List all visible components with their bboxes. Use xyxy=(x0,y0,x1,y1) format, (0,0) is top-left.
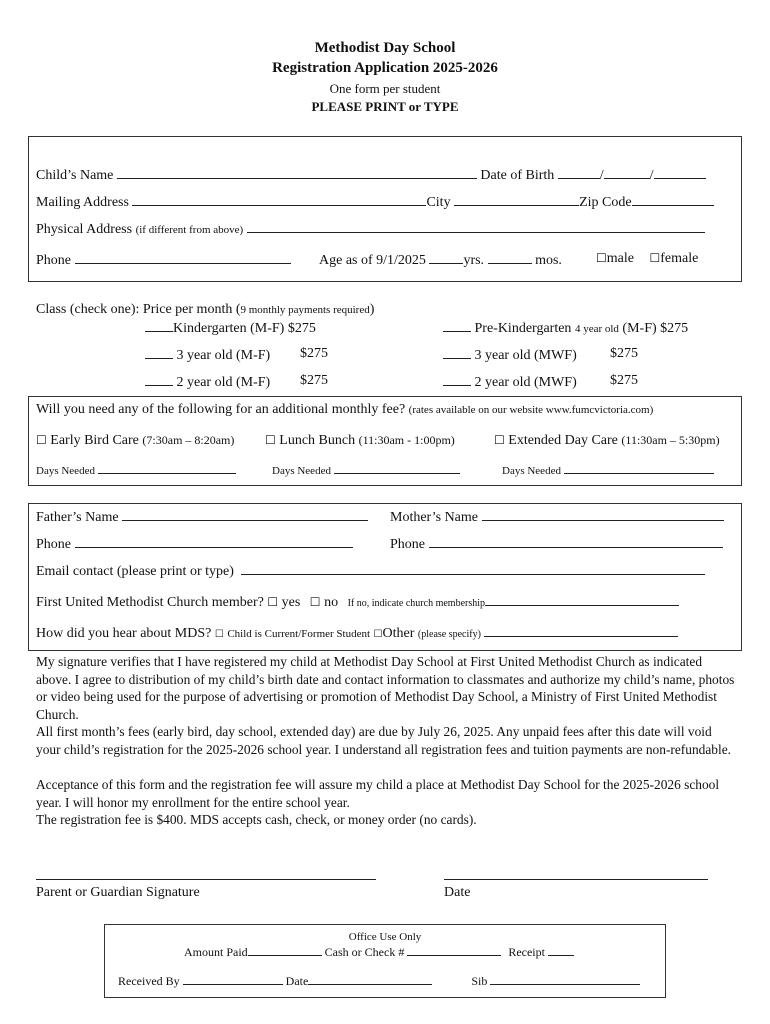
lunch-bunch-option[interactable] xyxy=(265,433,455,449)
2yr-mf-label: 2 year old (M-F) xyxy=(176,375,271,390)
sib-field[interactable] xyxy=(490,974,640,985)
extras-question: Will you need any of the following for an additional monthly fee? xyxy=(36,402,406,417)
class-option-2yr-mwf[interactable] xyxy=(443,373,577,391)
male-label: male xyxy=(606,251,634,266)
signature-label: Parent or Guardian Signature xyxy=(36,885,200,900)
3yr-mf-check-line[interactable] xyxy=(145,346,173,359)
father-name-label: Father’s Name xyxy=(36,510,119,525)
early-bird-checkbox[interactable]: ☐ xyxy=(36,433,47,447)
extended-day-days-label: Days Needed xyxy=(502,465,561,477)
other-checkbox[interactable]: ☐ xyxy=(373,629,383,640)
dob-label: Date of Birth xyxy=(480,168,555,183)
signature-date-label: Date xyxy=(444,885,471,900)
class-option-prek[interactable] xyxy=(443,319,688,337)
other-specify-note: (please specify) xyxy=(417,629,481,640)
membership-note: If no, indicate church membership xyxy=(347,598,486,609)
extended-day-option[interactable] xyxy=(494,433,720,449)
prek-check-line[interactable] xyxy=(443,319,471,332)
female-label: female xyxy=(660,251,699,266)
physical-address-note: (if different from above) xyxy=(135,224,244,236)
referral-row xyxy=(36,624,678,642)
dob-month-field[interactable] xyxy=(558,166,600,179)
extended-day-time: (11:30am – 5:30pm) xyxy=(621,433,720,447)
office-date-field[interactable] xyxy=(308,974,432,985)
form-title: Registration Application 2025-2026 xyxy=(272,60,498,76)
months-label: mos. xyxy=(535,253,562,268)
child-phone-field[interactable] xyxy=(75,251,291,264)
class-close-paren: ) xyxy=(369,302,375,317)
email-field[interactable] xyxy=(241,562,705,575)
extras-rates-note: (rates available on our website www.fumcvictoria.com) xyxy=(408,404,654,416)
received-by-label: Received By xyxy=(118,974,180,988)
extended-day-label: Extended Day Care xyxy=(508,433,618,448)
lunch-bunch-days-field[interactable] xyxy=(334,463,460,474)
mother-name-field[interactable] xyxy=(482,508,724,521)
kindergarten-check-line[interactable] xyxy=(145,319,173,332)
lunch-bunch-days-label: Days Needed xyxy=(272,465,331,477)
father-phone-row xyxy=(36,535,353,553)
child-name-label: Child’s Name xyxy=(36,168,114,183)
amount-paid-field[interactable] xyxy=(248,945,322,956)
2yr-mf-check-line[interactable] xyxy=(145,373,173,386)
sib-label: Sib xyxy=(471,974,488,988)
extended-day-days-field[interactable] xyxy=(564,463,714,474)
dob-day-field[interactable] xyxy=(604,166,650,179)
gender-row xyxy=(596,251,698,267)
lunch-bunch-days xyxy=(272,463,460,477)
father-phone-field[interactable] xyxy=(75,535,353,548)
agreement-paragraph-2: All first month’s fees (early bird, day school, extended day) are due by July 26, 2025. Any unpaid fees after this date will void your child’s registration for the 2025-2026 school year. I understand all registration fees and tuition payments are non-refundable. xyxy=(36,724,731,757)
prek-price: (M-F) $275 xyxy=(622,321,689,336)
2yr-mf-price: $275 xyxy=(300,373,328,388)
mother-name-row xyxy=(390,508,724,526)
lunch-bunch-label: Lunch Bunch xyxy=(279,433,356,448)
mother-phone-row xyxy=(390,535,723,553)
member-yes-checkbox[interactable]: ☐ xyxy=(267,595,279,609)
early-bird-days-field[interactable] xyxy=(98,463,236,474)
female-checkbox[interactable]: ☐ xyxy=(649,251,661,265)
agreement-paragraph-1: My signature verifies that I have registered my child at Methodist Day School at First United Methodist Church as indicated above. I agree to distribution of my child’s birth date and contact information to classmates and authorize my child’s name, photos or video being used for the purpose of advertising or promotion of Methodist Day School, a Ministry of First United Methodist Church. xyxy=(36,654,735,722)
physical-address-label: Physical Address xyxy=(36,222,133,237)
current-student-checkbox[interactable]: ☐ xyxy=(214,629,224,640)
referral-question: How did you hear about MDS? xyxy=(36,626,212,641)
email-label: Email contact (please print or type) xyxy=(36,564,234,579)
class-option-3yr-mf[interactable] xyxy=(145,346,270,364)
age-months-field[interactable] xyxy=(488,251,532,264)
age-label: Age as of 9/1/2025 xyxy=(319,253,426,268)
mailing-address-label: Mailing Address xyxy=(36,195,129,210)
class-label: Class (check one): Price per month ( xyxy=(36,302,241,317)
email-row xyxy=(36,562,705,580)
child-phone-label: Phone xyxy=(36,253,71,268)
church-member-row xyxy=(36,593,679,611)
physical-address-field[interactable] xyxy=(247,220,705,233)
extended-day-days xyxy=(502,463,714,477)
office-use-title: Office Use Only xyxy=(348,931,422,943)
receipt-field[interactable] xyxy=(548,945,574,956)
signature-line[interactable] xyxy=(36,879,376,880)
office-received-row xyxy=(118,974,640,989)
physical-row xyxy=(36,220,705,238)
years-label: yrs. xyxy=(463,253,485,268)
school-name: Methodist Day School xyxy=(314,40,456,56)
dob-year-field[interactable] xyxy=(654,166,706,179)
2yr-mwf-label: 2 year old (MWF) xyxy=(474,375,577,390)
extras-question-row xyxy=(36,402,653,418)
other-specify-field[interactable] xyxy=(484,624,678,637)
member-no-label: no xyxy=(324,595,339,610)
early-bird-time: (7:30am – 8:20am) xyxy=(142,433,235,447)
zip-field[interactable] xyxy=(632,193,714,206)
city-field[interactable] xyxy=(454,193,579,206)
child-name-row: Child’s Name Date of Birth / / xyxy=(36,166,706,184)
early-bird-days-label: Days Needed xyxy=(36,465,95,477)
3yr-mwf-check-line[interactable] xyxy=(443,346,471,359)
prek-age-note: 4 year old xyxy=(574,323,619,335)
lunch-bunch-checkbox[interactable]: ☐ xyxy=(265,433,276,447)
2yr-mwf-check-line[interactable] xyxy=(443,373,471,386)
early-bird-days xyxy=(36,463,236,477)
form-subtitle: One form per student xyxy=(329,81,441,96)
agreement-paragraph-3: Acceptance of this form and the registration fee will assure my child a place at Methodist Day School for the 2025-2026 school year. I will honor my enrollment for the entire school year. xyxy=(36,777,720,810)
agreement-paragraph-4: The registration fee is $400. MDS accepts cash, check, or money order (no cards). xyxy=(36,812,477,827)
member-no-checkbox[interactable]: ☐ xyxy=(309,595,321,609)
city-label: City xyxy=(426,195,451,210)
amount-paid-label: Amount Paid xyxy=(184,945,248,959)
office-amount-row xyxy=(184,945,574,960)
lunch-bunch-time: (11:30am - 1:00pm) xyxy=(358,433,455,447)
mother-name-label: Mother’s Name xyxy=(390,510,478,525)
child-name-field[interactable] xyxy=(117,166,477,179)
print-instruction: PLEASE PRINT or TYPE xyxy=(311,99,459,114)
mother-phone-field[interactable] xyxy=(429,535,723,548)
age-row xyxy=(319,251,562,269)
receipt-label: Receipt xyxy=(508,945,545,959)
phone-age-row xyxy=(36,251,291,269)
male-checkbox[interactable]: ☐ xyxy=(596,251,607,265)
3yr-mwf-label: 3 year old (MWF) xyxy=(474,348,577,363)
prek-label: Pre-Kindergarten xyxy=(474,321,572,336)
church-member-question: First United Methodist Church member? xyxy=(36,595,264,610)
signature-date-line[interactable] xyxy=(444,879,708,880)
mailing-row xyxy=(36,193,714,211)
received-by-field[interactable] xyxy=(183,974,283,985)
class-heading xyxy=(36,302,374,318)
kindergarten-label: Kindergarten (M-F) $275 xyxy=(173,321,316,336)
class-option-kindergarten[interactable] xyxy=(145,319,316,337)
zip-label: Zip Code xyxy=(579,195,632,210)
father-phone-label: Phone xyxy=(36,537,71,552)
class-note: 9 monthly payments required xyxy=(240,304,370,316)
cash-check-label: Cash or Check # xyxy=(324,945,405,959)
office-date-label: Date xyxy=(285,974,309,988)
class-option-2yr-mf[interactable] xyxy=(145,373,270,391)
other-label: Other xyxy=(382,626,415,641)
mailing-address-field[interactable] xyxy=(132,193,426,206)
class-option-3yr-mwf[interactable] xyxy=(443,346,577,364)
member-yes-label: yes xyxy=(281,595,301,610)
early-bird-option[interactable] xyxy=(36,433,234,449)
current-student-label: Child is Current/Former Student xyxy=(227,628,371,640)
early-bird-label: Early Bird Care xyxy=(50,433,139,448)
cash-check-field[interactable] xyxy=(407,945,501,956)
age-years-field[interactable] xyxy=(429,251,463,264)
3yr-mf-label: 3 year old (M-F) xyxy=(176,348,271,363)
mother-phone-label: Phone xyxy=(390,537,425,552)
2yr-mwf-price: $275 xyxy=(610,373,638,388)
father-name-field[interactable] xyxy=(122,508,368,521)
3yr-mf-price: $275 xyxy=(300,346,328,361)
father-name-row xyxy=(36,508,368,526)
3yr-mwf-price: $275 xyxy=(610,346,638,361)
extended-day-checkbox[interactable]: ☐ xyxy=(494,433,505,447)
church-membership-field[interactable] xyxy=(485,593,679,606)
